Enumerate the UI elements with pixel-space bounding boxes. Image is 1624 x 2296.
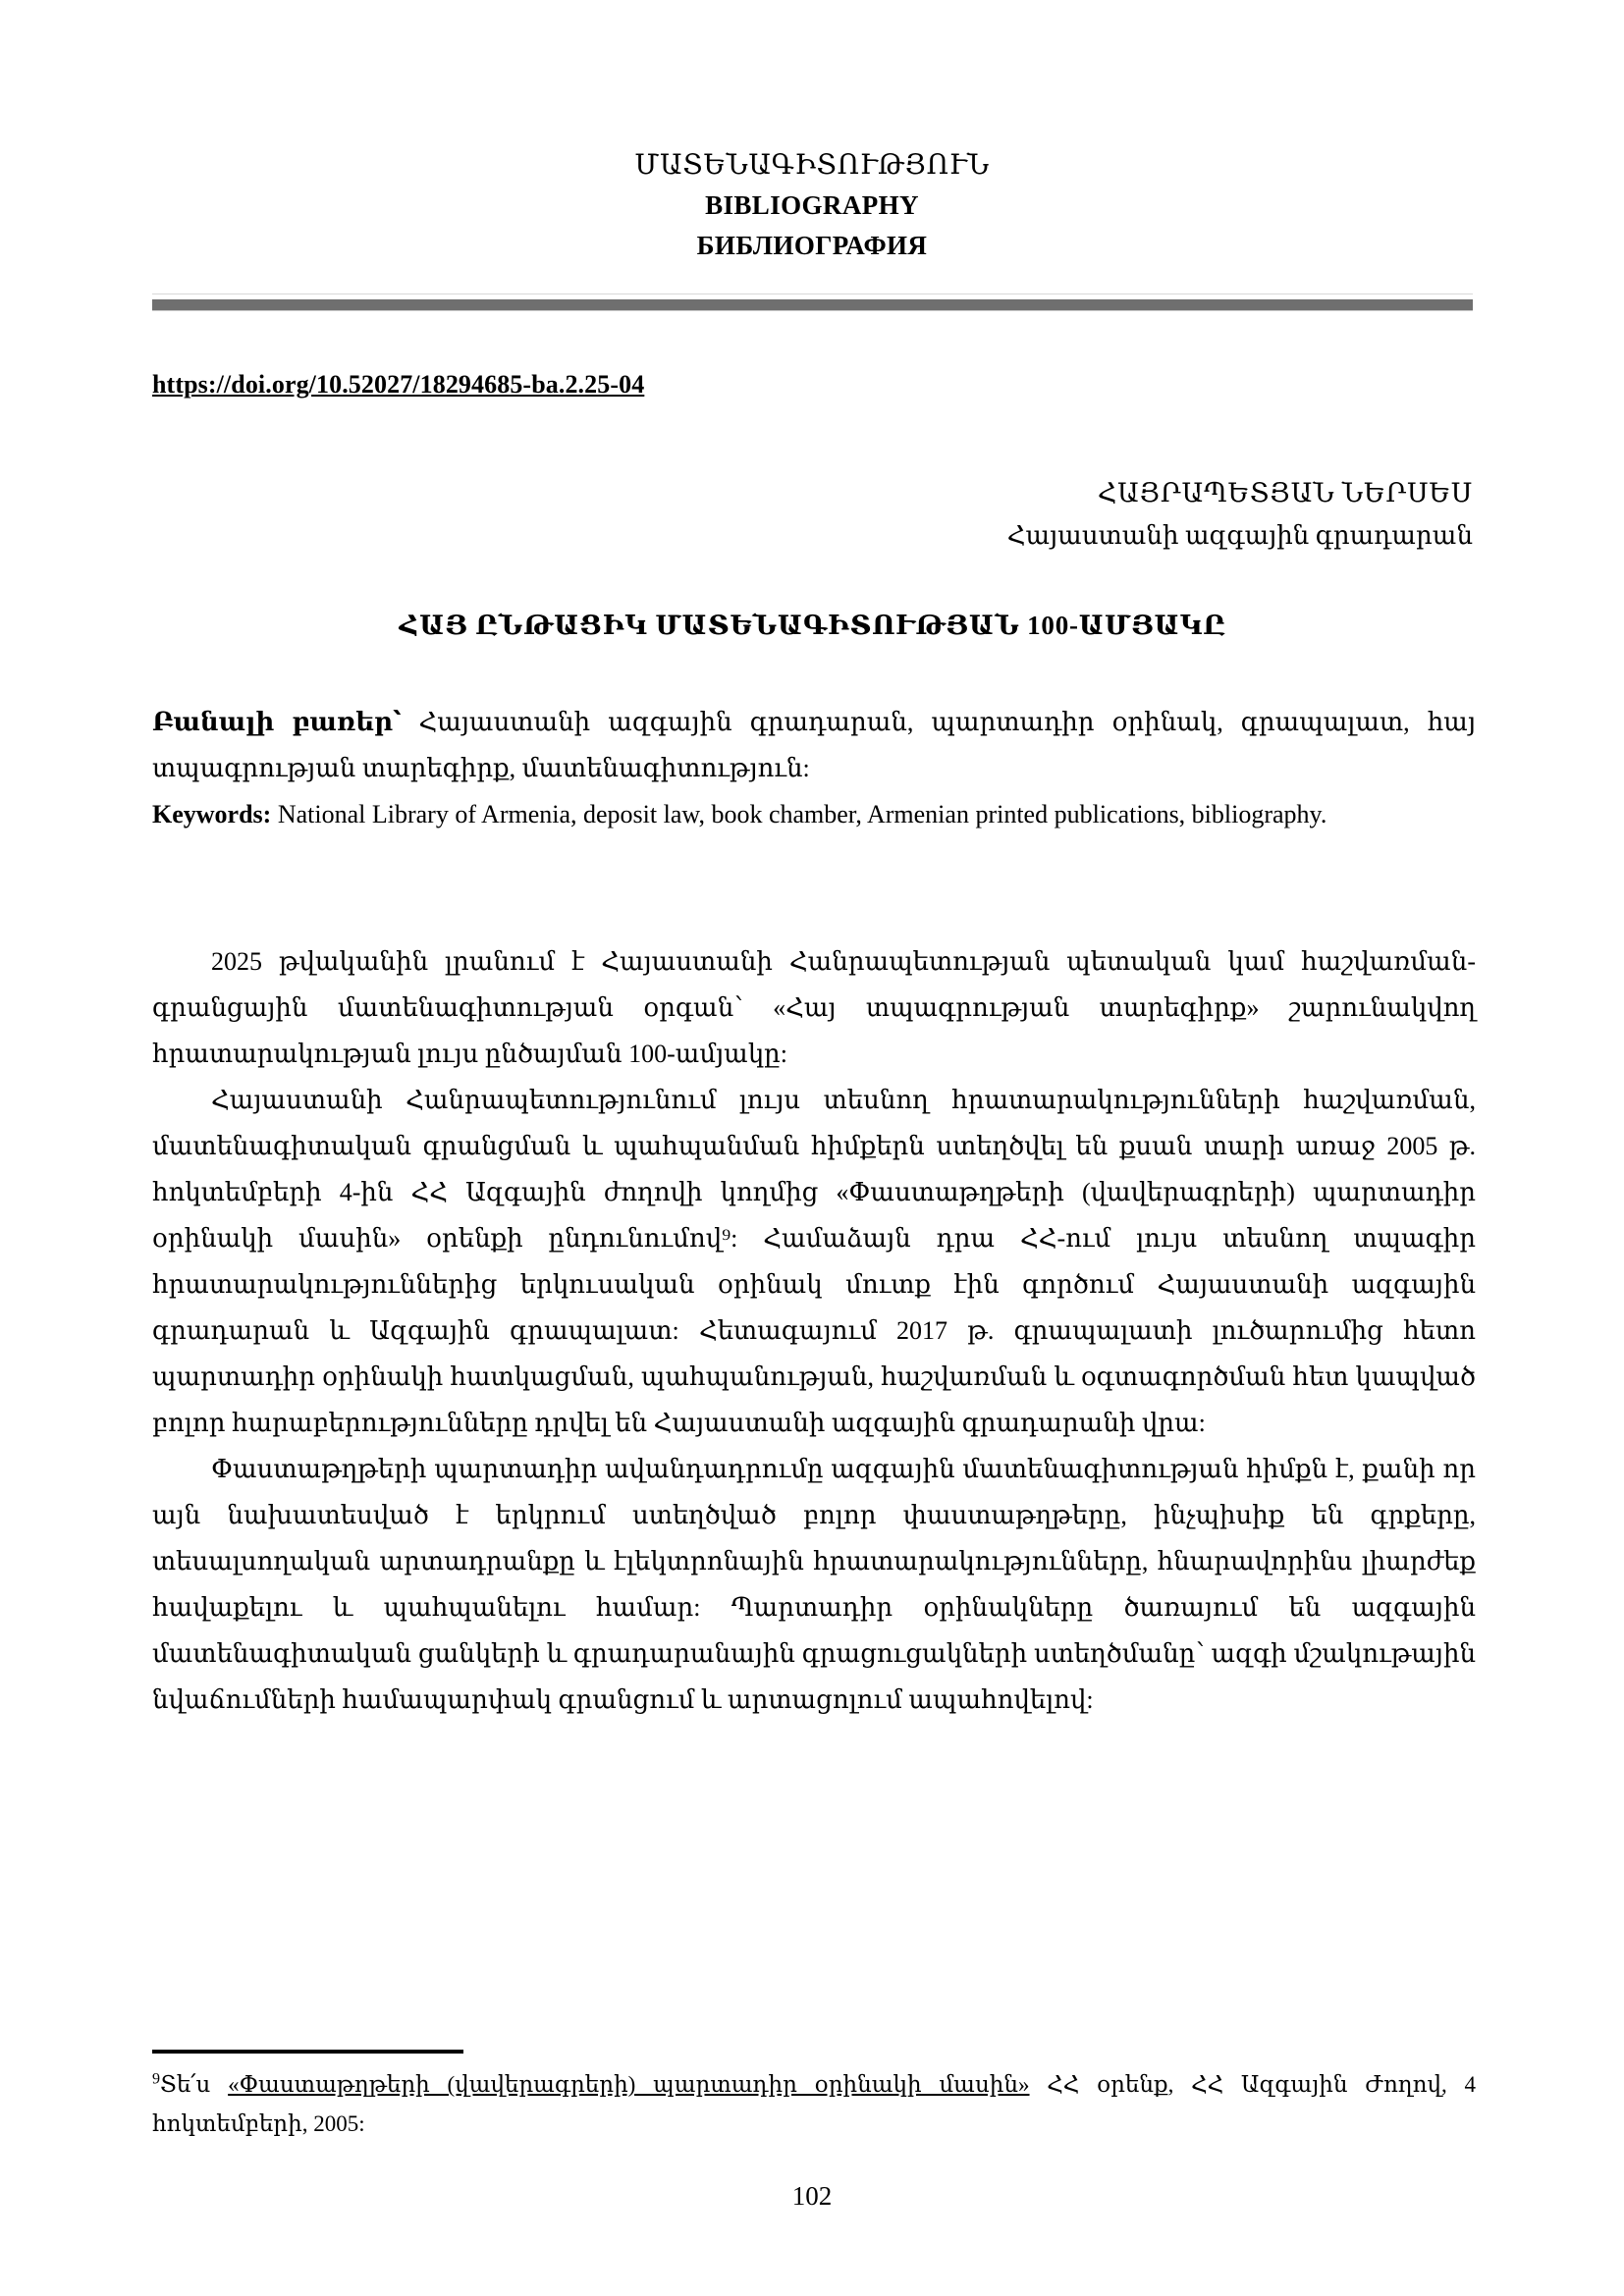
doi-container <box>152 370 1473 400</box>
body-text <box>152 938 1476 1723</box>
body-paragraph-2: Հայաստանի Հանրապետությունում լույս տեսնող հրատարակությունների հաշվառման, մատենագիտական գրանցման և պահպանման հիմքերն ստեղծվել են քսան տարի առաջ 2005 թ. հոկտեմբերի 4-ին ՀՀ Ազգային ժողովի կողմից «Փաստաթղթերի (վավերագրերի) պարտադիր օրինակի մասին» օրենքի ընդունումով⁹: Համաձայն դրա ՀՀ-ում լույս տեսնող տպագիր հրատարակություններից երկուսական օրինակ մուտք էին գործում Հայաստանի ազգային գրադարան և Ազգային գրապալատ: Հետագայում 2017 թ. գրապալատի լուծարումից հետո պարտադիր օրինակի հատկացման, պահպանության, հաշվառման և օգտագործման հետ կապված բոլոր հարաբերությունները դրվել են Հայաստանի ազգային գրադարանի վրա: <box>152 1086 1476 1437</box>
keywords-text-english: National Library of Armenia, deposit law, book chamber, Armenian printed publications, bibliography. <box>271 800 1327 828</box>
footnote-block <box>152 2065 1476 2144</box>
heading-russian: БИБЛИОГРАФИЯ <box>696 231 928 260</box>
keywords-text-armenian: Հայաստանի ազգային գրադարան, պարտադիր օրինակ, գրապալատ, հայ տպագրության տարեգիրք, մատենագիտություն: <box>152 708 1477 782</box>
section-heading-group <box>0 145 1624 266</box>
keywords-armenian <box>152 699 1476 791</box>
footnote-link-text[interactable]: «Փաստաթղթերի (վավերագրերի) պարտադիր օրինակի մասին» <box>228 2072 1030 2097</box>
footnote-1 <box>152 2065 1476 2144</box>
author-affiliation: Հայաստանի ազգային գրադարան <box>1006 521 1473 550</box>
keywords-label-armenian: Բանալի բառեր՝ <box>152 708 402 736</box>
header-divider <box>152 297 1473 311</box>
article-title: ՀԱՅ ԸՆԹԱՑԻԿ ՄԱՏԵՆԱԳԻՏՈՒԹՅԱՆ 100-ԱՄՅԱԿԸ <box>399 611 1226 640</box>
heading-armenian: ՄԱՏԵՆԱԳԻՏՈՒԹՅՈՒՆ <box>634 150 990 181</box>
footnote-separator <box>152 2050 463 2054</box>
footnote-prefix: Տե՛ս <box>160 2072 229 2097</box>
doi-link[interactable]: https://doi.org/10.52027/18294685-ba.2.25-04 <box>152 370 645 399</box>
heading-english: BIBLIOGRAPHY <box>705 190 919 220</box>
body-paragraph-3: Փաստաթղթերի պարտադիր ավանդադրումը ազգային մատենագիտության հիմքն է, քանի որ այն նախատեսված է երկրում ստեղծված բոլոր փաստաթղթերը, ինչպիսիք են գրքերը, տեսալսողական արտադրանքը և էլեկտրոնային հրատարակությունները, հնարավորինս լիարժեք հավաքելու և պահպանելու համար: Պարտադիր օրինակները ծառայում են ազգային մատենագիտական ցանկերի և գրադարանային գրացուցակների ստեղծմանը՝ ազգի մշակութային նվաճումների համապարփակ գրանցում և արտացոլում ապահովելով: <box>152 1455 1476 1714</box>
keywords-english <box>152 791 1476 837</box>
author-block <box>152 471 1473 558</box>
keywords-block <box>152 699 1476 837</box>
body-paragraph-1: 2025 թվականին լրանում է Հայաստանի Հանրապետության պետական կամ հաշվառման-գրանցային մատենագիտության օրգան՝ «Հայ տպագրության տարեգիրք» շարունակվող հրատարակության լույս ընծայման 100-ամյակը: <box>152 947 1476 1068</box>
author-name: ՀԱՅՐԱՊԵՏՅԱՆ ՆԵՐՍԵՍ <box>1097 478 1473 507</box>
keywords-label-english: Keywords: <box>152 800 272 828</box>
footnote-suffix: ՀՀ օրենք, ՀՀ Ազգային Ժողով, 4 հոկտեմբերի, 2005: <box>152 2072 1476 2136</box>
page-number: 102 <box>791 2181 833 2211</box>
footnote-marker: 9 <box>152 2070 160 2088</box>
